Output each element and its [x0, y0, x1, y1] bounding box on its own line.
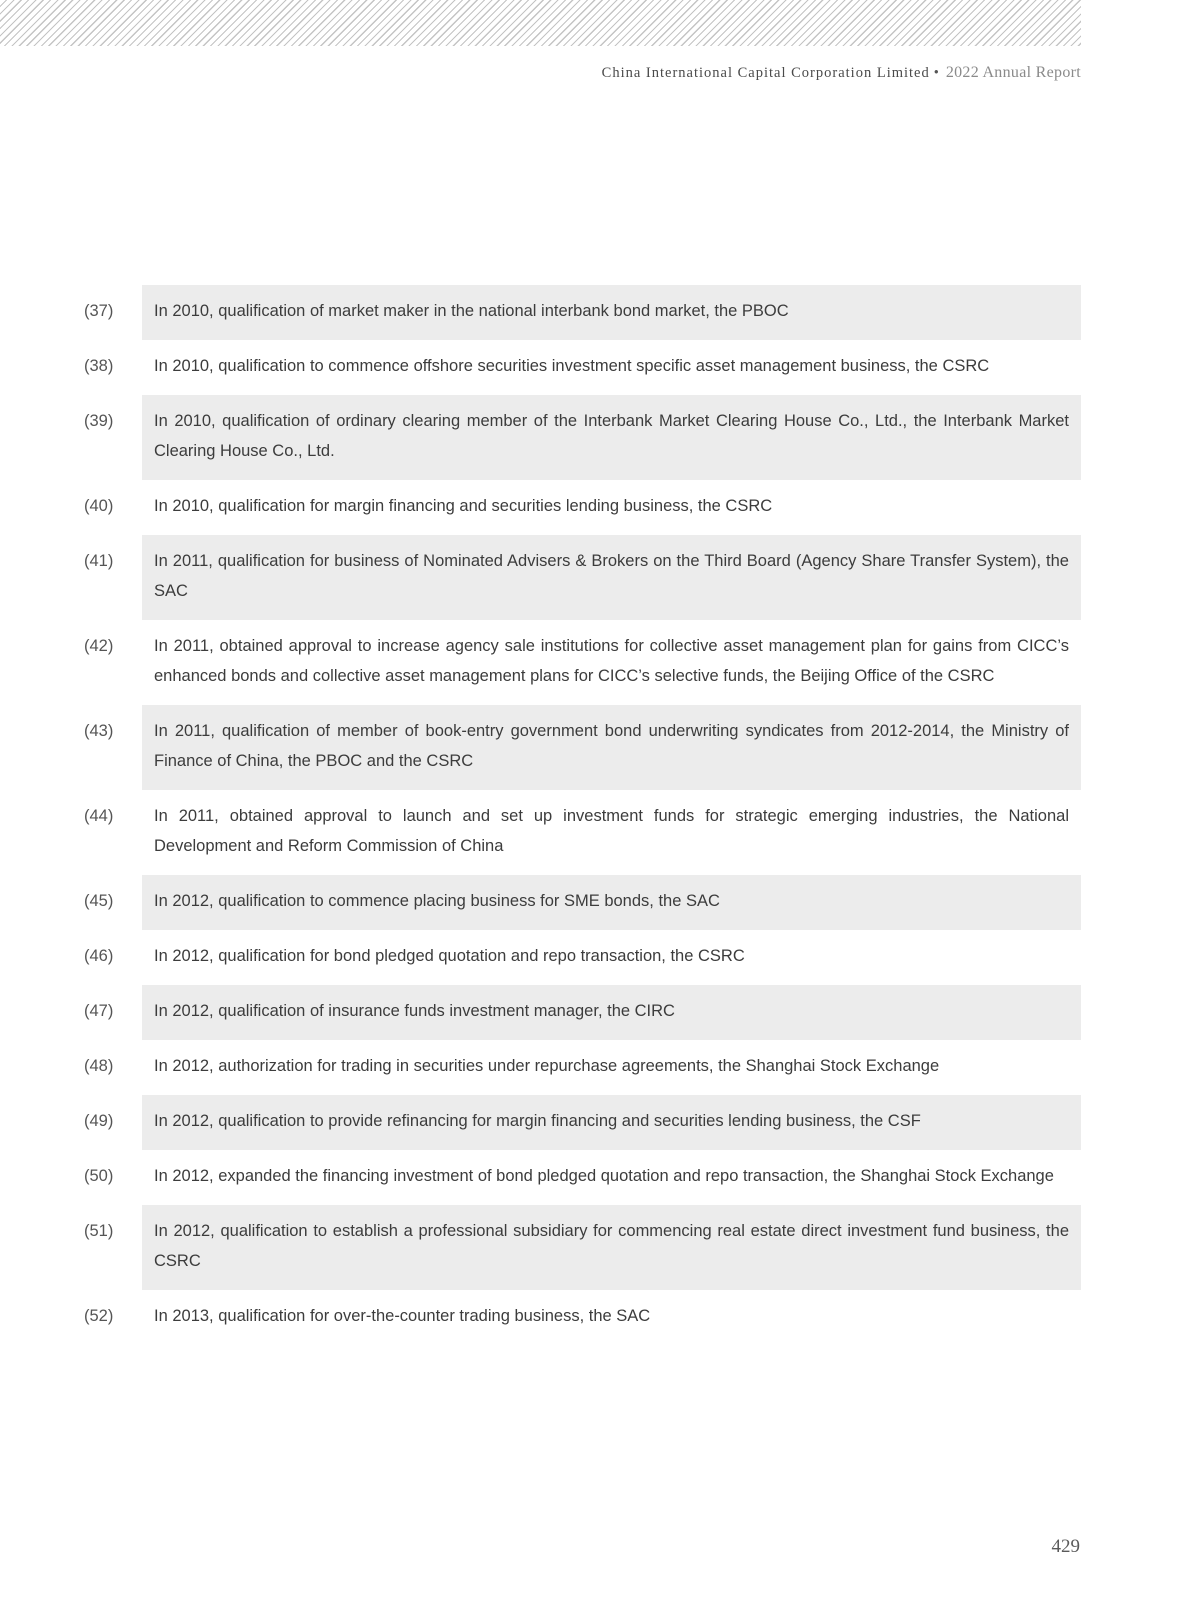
item-text: In 2010, qualification of market maker in the national interbank bond market, the PBOC: [154, 302, 789, 320]
item-text: In 2012, qualification to establish a professional subsidiary for commencing real estate direct investment fund business, the CSRC: [154, 1222, 1069, 1270]
item-text: In 2010, qualification for margin financing and securities lending business, the CSRC: [154, 497, 773, 515]
item-number: (52): [84, 1307, 114, 1325]
item-number: (41): [84, 552, 114, 570]
item-text: In 2010, qualification to commence offshore securities investment specific asset management business, the CSRC: [154, 357, 990, 375]
item-number: (43): [84, 722, 114, 740]
qualifications-list: [84, 285, 1081, 1345]
item-number: (37): [84, 302, 114, 320]
list-item: [84, 535, 1081, 620]
company-name: China International Capital Corporation Limited: [601, 65, 930, 81]
list-item: [84, 1095, 1081, 1150]
item-text: In 2011, obtained approval to increase agency sale institutions for collective asset management plan for gains from CICC’s enhanced bonds and collective asset management plans for CICC’s selective funds, the Beijing Office of the CSRC: [154, 637, 1069, 685]
running-header: [602, 64, 1081, 82]
item-number: (44): [84, 807, 114, 825]
item-number: (45): [84, 892, 114, 910]
item-text: In 2012, qualification to commence placing business for SME bonds, the SAC: [154, 892, 720, 910]
item-text: In 2011, obtained approval to launch and set up investment funds for strategic emerging industries, the National Development and Reform Commission of China: [154, 807, 1069, 855]
list-item: [84, 480, 1081, 535]
item-text: In 2011, qualification of member of book-entry government bond underwriting syndicates from 2012-2014, the Ministry of Finance of China, the PBOC and the CSRC: [154, 722, 1069, 770]
list-item: [84, 705, 1081, 790]
item-number: (47): [84, 1002, 114, 1020]
list-item: [84, 620, 1081, 705]
item-number: (42): [84, 637, 114, 655]
item-number: (50): [84, 1167, 114, 1185]
list-item: [84, 1205, 1081, 1290]
list-item: [84, 985, 1081, 1040]
list-item: [84, 790, 1081, 875]
list-item: [84, 340, 1081, 395]
item-number: (49): [84, 1112, 114, 1130]
page-number: 429: [1051, 1536, 1080, 1557]
list-item: [84, 930, 1081, 985]
item-number: (46): [84, 947, 114, 965]
report-title: 2022 Annual Report: [945, 64, 1081, 81]
item-number: (48): [84, 1057, 114, 1075]
list-item: [84, 875, 1081, 930]
item-text: In 2012, expanded the financing investment of bond pledged quotation and repo transaction, the Shanghai Stock Exchange: [154, 1167, 1054, 1185]
item-text: In 2012, authorization for trading in securities under repurchase agreements, the Shanghai Stock Exchange: [154, 1057, 940, 1075]
item-text: In 2012, qualification of insurance funds investment manager, the CIRC: [154, 1002, 675, 1020]
list-item: [84, 285, 1081, 340]
item-text: In 2011, qualification for business of Nominated Advisers & Brokers on the Third Board (Agency Share Transfer System), the SAC: [154, 552, 1069, 600]
header-separator: •: [933, 65, 940, 81]
item-number: (38): [84, 357, 114, 375]
item-number: (40): [84, 497, 114, 515]
list-item: [84, 1150, 1081, 1205]
item-number: (39): [84, 412, 114, 430]
list-item: [84, 1290, 1081, 1345]
list-item: [84, 395, 1081, 480]
item-text: In 2013, qualification for over-the-counter trading business, the SAC: [154, 1307, 651, 1325]
item-text: In 2010, qualification of ordinary clearing member of the Interbank Market Clearing House Co., Ltd., the Interbank Market Clearing House Co., Ltd.: [154, 412, 1069, 460]
item-number: (51): [84, 1222, 114, 1240]
decorative-hatch-band: [0, 0, 1081, 46]
list-item: [84, 1040, 1081, 1095]
item-text: In 2012, qualification for bond pledged quotation and repo transaction, the CSRC: [154, 947, 745, 965]
item-text: In 2012, qualification to provide refinancing for margin financing and securities lending business, the CSF: [154, 1112, 921, 1130]
